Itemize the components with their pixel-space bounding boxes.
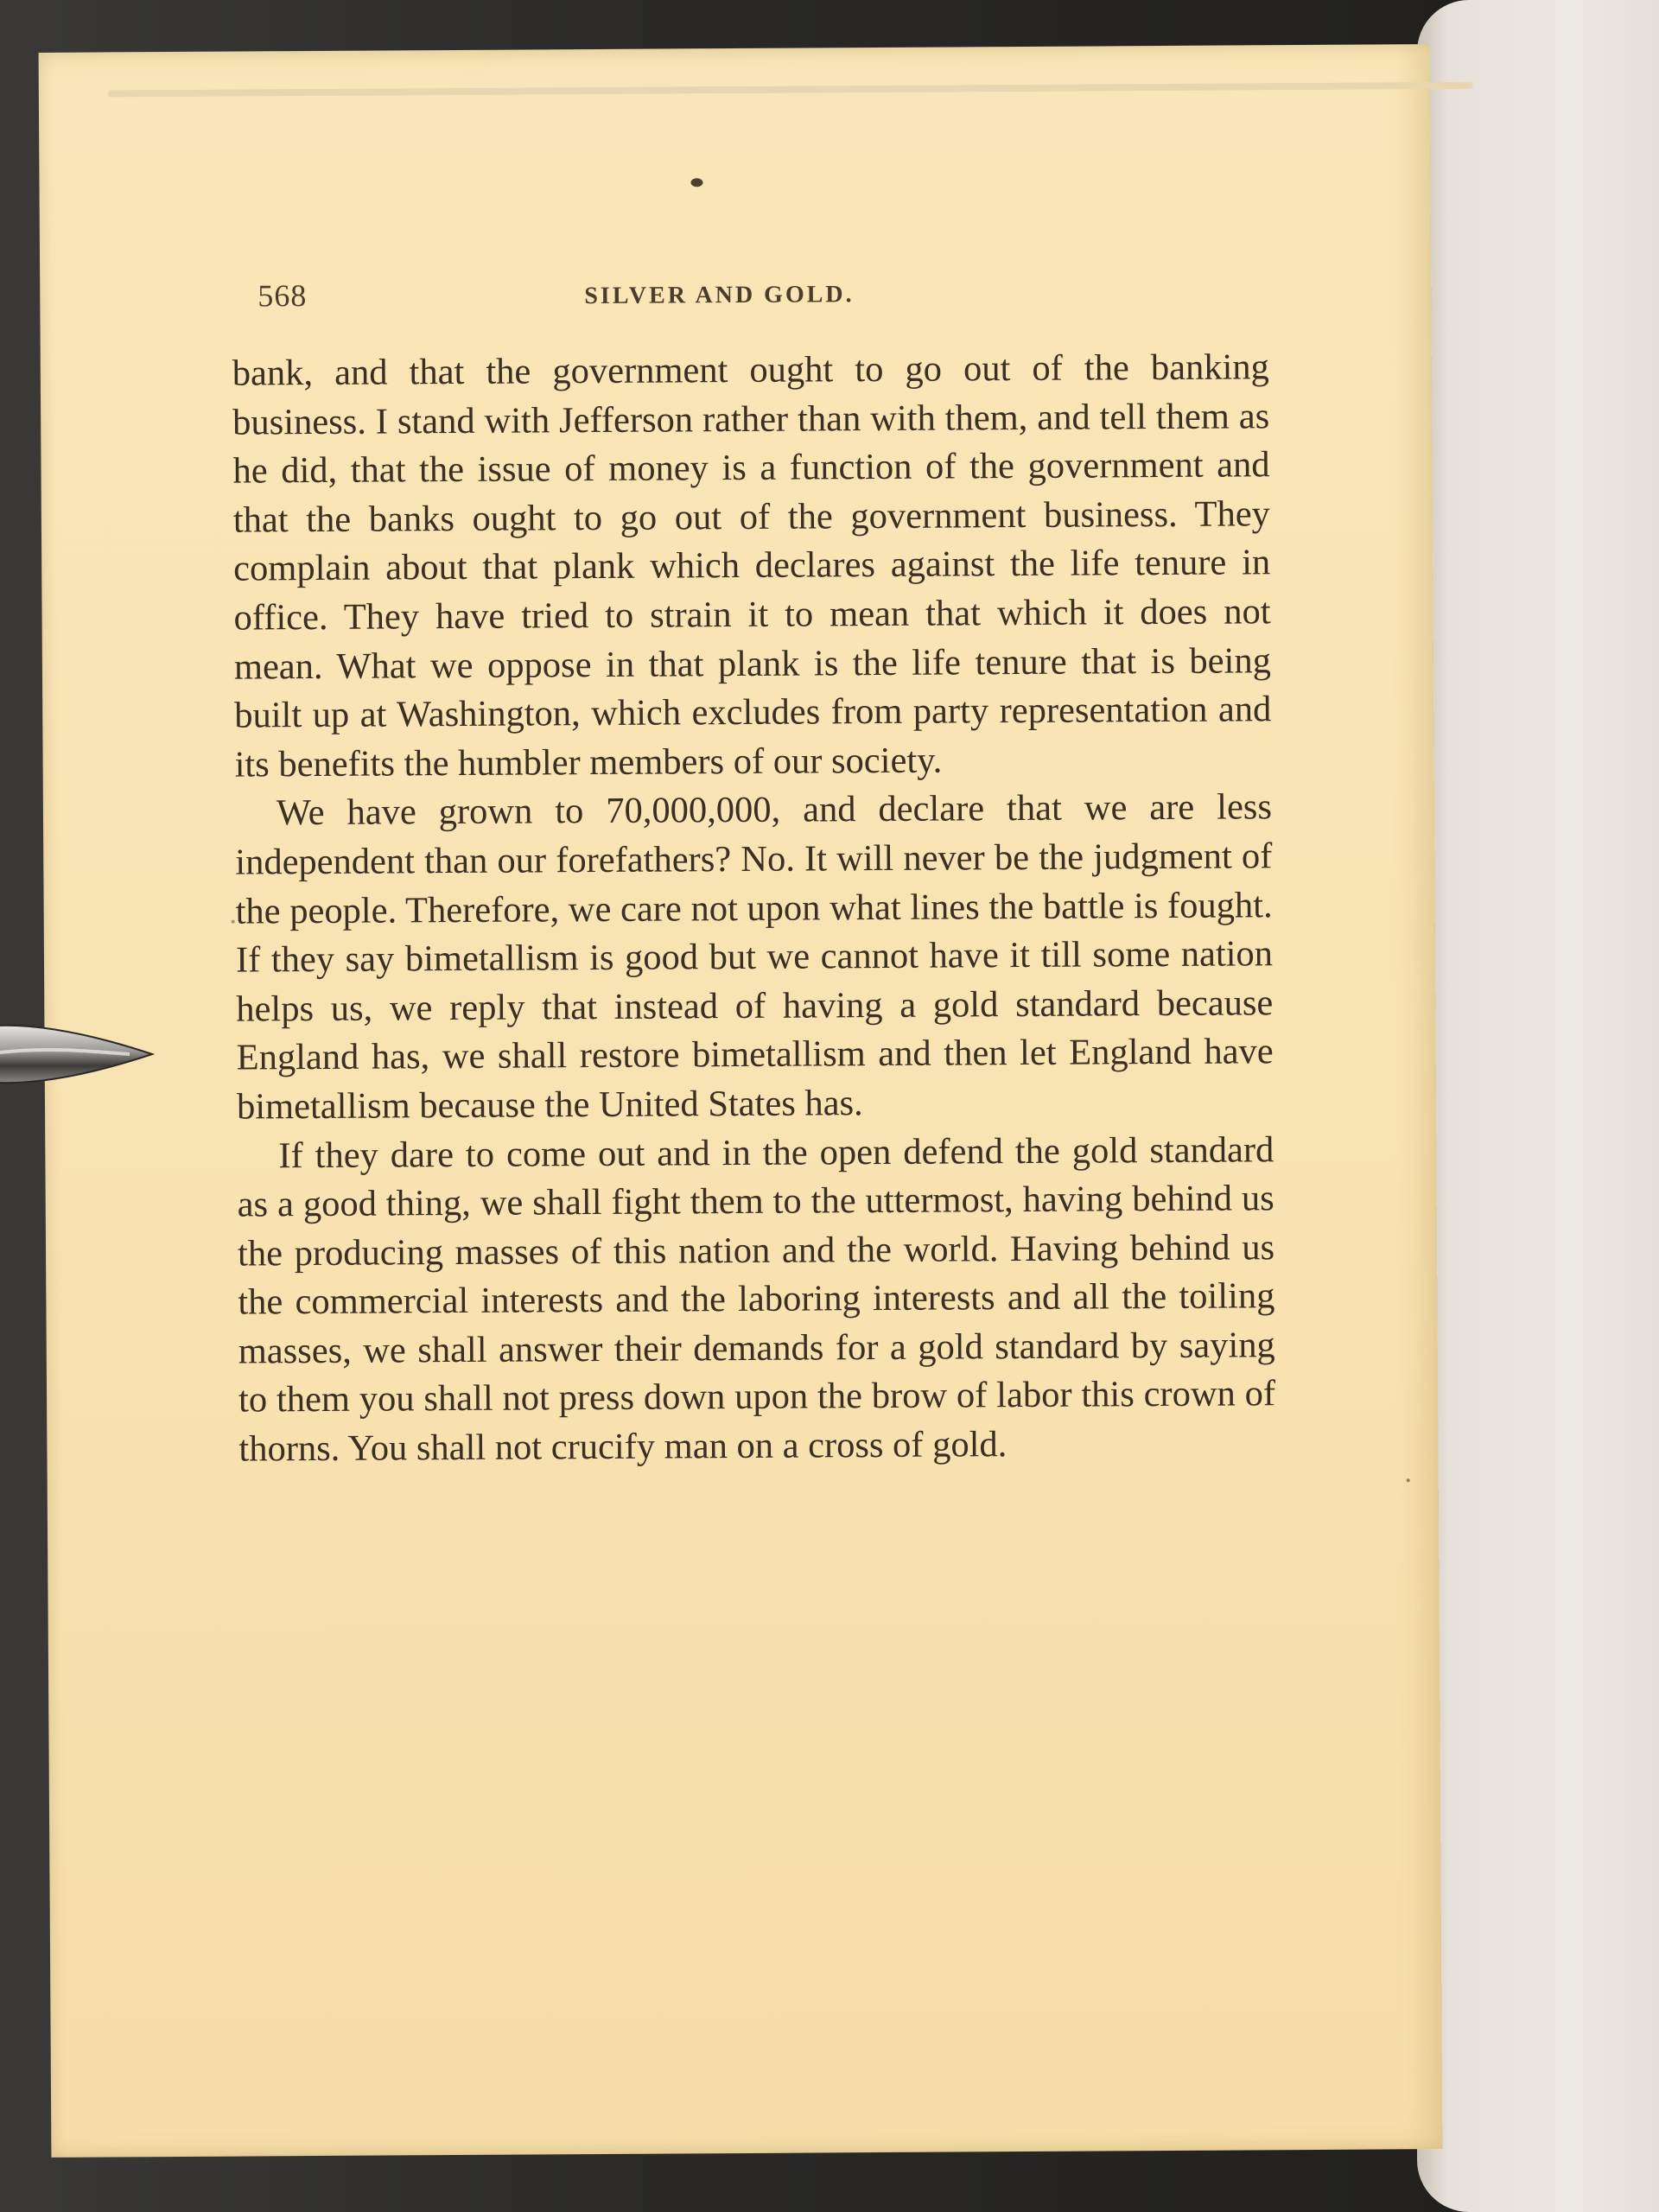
body-text	[232, 343, 1276, 1474]
ink-speck	[1407, 1478, 1410, 1482]
running-head	[40, 270, 1431, 314]
ink-speck	[232, 920, 235, 924]
running-title: SILVER AND GOLD.	[584, 281, 855, 310]
pen-tip-icon	[0, 1009, 156, 1099]
paragraph: We have grown to 70,000,000, and declare that we are less independent than our forefathers? No. It will never be the judgment of the people. Therefore, we care not upon what lines the battle is fought. If they say bimetallism is good but we cannot have it till some nation helps us, we reply that instead of having a gold standard because England has, we shall restore bimetallism and then let England have bimetallism because the United States has.	[235, 786, 1274, 1128]
page-number: 568	[257, 278, 308, 314]
page-top-edge	[108, 82, 1473, 98]
book-page	[39, 44, 1443, 2158]
facing-page	[1417, 0, 1659, 2212]
paragraph: bank, and that the government ought to go out of the banking business. I stand with Jefferson rather than with them, and tell them as he did, that the issue of money is a function of the government and that the banks ought to go out of the government business. They complain about that plank which declares against the life tenure in office. They have tried to strain it to mean that which it does not mean. What we oppose in that plank is the life tenure that is being built up at Washington, which excludes from party representation and its benefits the humbler members of our society.	[232, 346, 1272, 785]
paragraph: If they dare to come out and in the open defend the gold standard as a good thing, we shall fight them to the uttermost, having behind us the producing masses of this nation and the world. Having behind us the commercial interests and the laboring interests and all the toiling masses, we shall answer their demands for a gold standard by saying to them you shall not press down upon the brow of labor this crown of thorns. You shall not crucify man on a cross of gold.	[237, 1128, 1276, 1470]
ink-speck	[690, 178, 702, 187]
